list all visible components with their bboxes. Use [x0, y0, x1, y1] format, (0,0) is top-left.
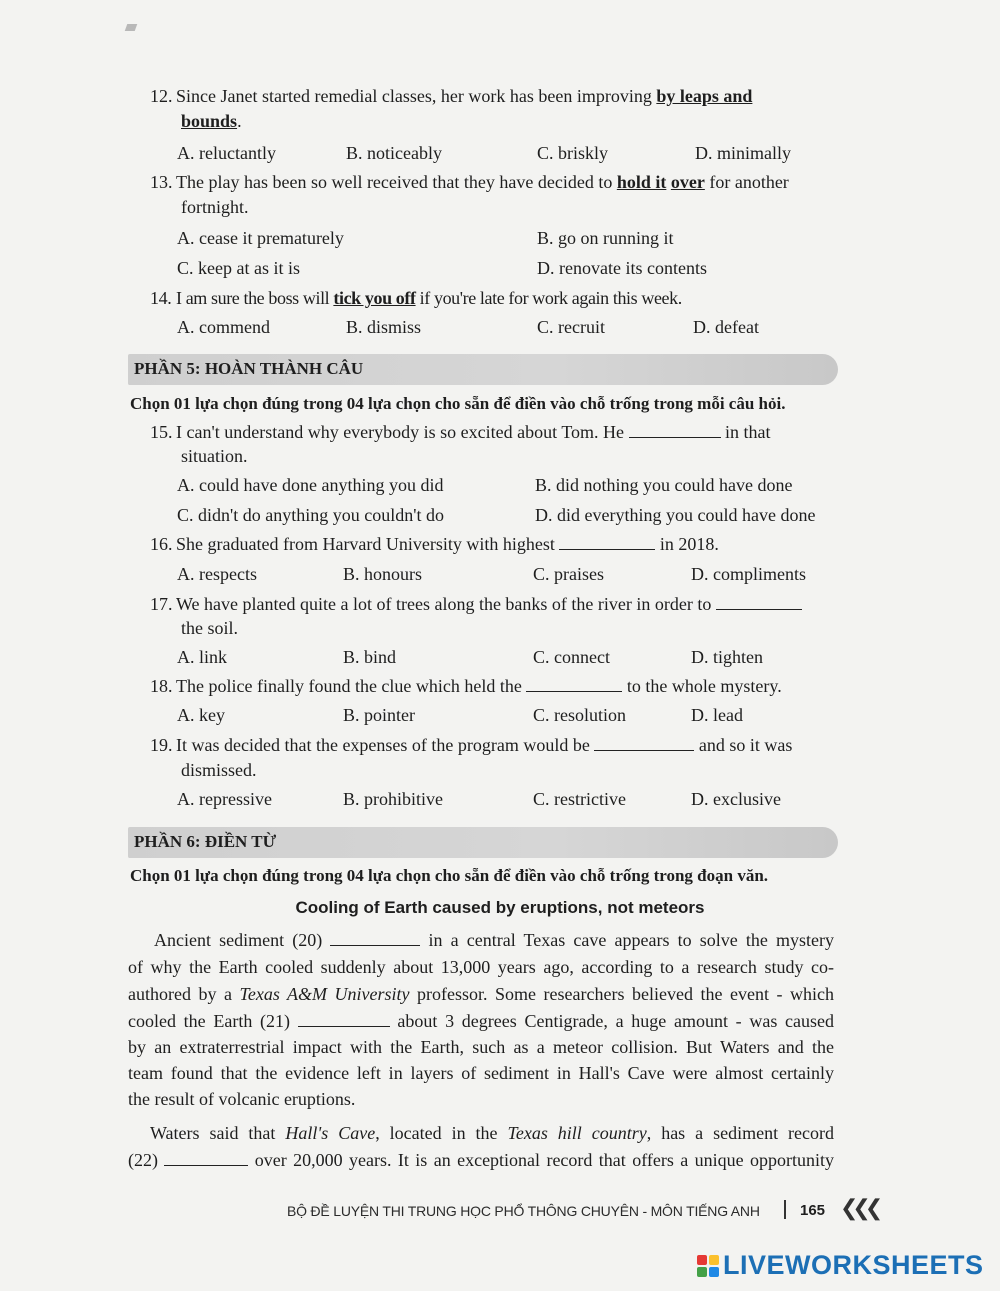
passage-line: of why the Earth cooled suddenly about 13,000 years ago, according to a research study co-: [128, 957, 834, 977]
option-19d[interactable]: D. exclusive: [691, 789, 781, 809]
option-14b[interactable]: B. dismiss: [346, 317, 422, 337]
question-12: [150, 84, 752, 109]
passage-text: Ancient sediment (20): [154, 930, 331, 950]
question-text: I can't understand why everybody is so excited about Tom. He: [176, 422, 629, 442]
option-14c[interactable]: C. recruit: [537, 317, 605, 337]
option-15c[interactable]: C. didn't do anything you couldn't do: [177, 505, 444, 525]
passage-line: [128, 927, 834, 953]
passage-text: , located in the: [375, 1123, 508, 1143]
passage-line: [128, 1147, 834, 1173]
passage-italic: Texas hill country: [507, 1123, 647, 1143]
punctuation: .: [237, 111, 242, 131]
option-18c[interactable]: C. resolution: [533, 705, 626, 725]
passage-line: by an extraterrestrial impact with the Earth, such as a meteor collision. But Waters and the: [128, 1037, 834, 1057]
footer-divider: [784, 1200, 786, 1219]
question-number: 15.: [150, 422, 173, 442]
question-number: 14.: [150, 288, 172, 308]
passage-text: authored by a: [128, 984, 240, 1004]
question-text: for another: [704, 172, 789, 192]
passage-text: about 3 degrees Centigrade, a huge amount - was caused: [389, 1011, 835, 1031]
passage-italic: Texas A&M University: [239, 984, 410, 1004]
question-text: if you're late for work again this week.: [415, 288, 682, 308]
option-12c[interactable]: C. briskly: [537, 143, 609, 163]
option-12d[interactable]: D. minimally: [695, 143, 791, 163]
option-13c[interactable]: C. keep at as it is: [177, 258, 300, 278]
underlined-phrase: hold it: [616, 172, 667, 192]
passage-text: over 20,000 years. It is an exceptional record that offers a unique opportunity: [248, 1150, 834, 1170]
option-14d[interactable]: D. defeat: [693, 317, 759, 337]
question-text: The play has been so well received that they have decided to: [176, 172, 617, 192]
question-15: [150, 420, 771, 445]
question-text: to the whole mystery.: [622, 676, 782, 696]
section-title: PHẦN 6: ĐIỀN TỪ: [134, 832, 277, 851]
question-text: Since Janet started remedial classes, her work has been improving: [176, 86, 657, 106]
answer-blank-20[interactable]: [330, 929, 420, 946]
question-18: [150, 674, 782, 699]
answer-blank[interactable]: [526, 675, 622, 692]
question-text: The police finally found the clue which held the: [176, 676, 527, 696]
question-17: [150, 592, 802, 617]
option-19c[interactable]: C. restrictive: [533, 789, 626, 809]
question-text: She graduated from Harvard University with highest: [176, 534, 560, 554]
option-19b[interactable]: B. prohibitive: [343, 789, 443, 809]
section-6-instruction: Chọn 01 lựa chọn đúng trong 04 lựa chọn cho sẵn để điền vào chỗ trống trong đoạn văn.: [130, 866, 769, 885]
question-text: in 2018.: [655, 534, 719, 554]
option-19a[interactable]: A. repressive: [177, 789, 272, 809]
passage-text: professor. Some researchers believed the event - which: [409, 984, 834, 1004]
passage-title: Cooling of Earth caused by eruptions, not meteors: [295, 898, 705, 917]
option-15b[interactable]: B. did nothing you could have done: [535, 475, 793, 495]
passage-line: [128, 1120, 834, 1146]
answer-blank-21[interactable]: [298, 1010, 390, 1027]
option-13d[interactable]: D. renovate its contents: [537, 258, 707, 278]
option-18d[interactable]: D. lead: [691, 705, 743, 725]
underlined-phrase: tick you off: [333, 288, 416, 308]
question-text: It was decided that the expenses of the program would be: [176, 735, 595, 755]
option-12a[interactable]: A. reluctantly: [177, 143, 276, 163]
section-5-header: [128, 354, 838, 385]
passage-text: , has a sediment record: [646, 1123, 834, 1143]
answer-blank[interactable]: [559, 533, 655, 550]
option-16c[interactable]: C. praises: [533, 564, 604, 584]
option-16d[interactable]: D. compliments: [691, 564, 806, 584]
answer-blank[interactable]: [716, 593, 802, 610]
passage-text: (22): [128, 1150, 165, 1170]
question-19: [150, 733, 792, 758]
question-14: [150, 286, 682, 311]
passage-line: [128, 981, 834, 1007]
question-number: 12.: [150, 86, 173, 106]
passage-line: the result of volcanic eruptions.: [128, 1089, 356, 1109]
option-17b[interactable]: B. bind: [343, 647, 397, 667]
question-text: and so it was: [694, 735, 793, 755]
passage-text: Waters said that: [150, 1123, 286, 1143]
option-17a[interactable]: A. link: [177, 647, 228, 667]
question-number: 17.: [150, 594, 173, 614]
question-13-cont: fortnight.: [181, 197, 249, 217]
question-number: 19.: [150, 735, 173, 755]
option-17d[interactable]: D. tighten: [691, 647, 763, 667]
book-title: BỘ ĐỀ LUYỆN THI TRUNG HỌC PHỔ THÔNG CHUYÊN - MÔN TIẾNG ANH: [287, 1203, 760, 1219]
logo-grid-icon: [697, 1255, 719, 1277]
question-number: 13.: [150, 172, 173, 192]
section-5-instruction: Chọn 01 lựa chọn đúng trong 04 lựa chọn cho sẵn để điền vào chỗ trống trong mỗi câu hỏi.: [130, 394, 786, 413]
question-13: [150, 170, 789, 195]
underlined-phrase: by leaps and: [656, 86, 753, 106]
question-text: We have planted quite a lot of trees along the banks of the river in order to: [176, 594, 716, 614]
liveworksheets-logo: [697, 1250, 984, 1281]
option-16b[interactable]: B. honours: [343, 564, 423, 584]
passage-line: [128, 1008, 834, 1034]
chevron-left-icon: ❮❮❮: [840, 1196, 878, 1221]
question-16: [150, 532, 719, 557]
question-12-cont: [181, 109, 242, 134]
section-6-header: [128, 827, 838, 858]
answer-blank-22[interactable]: [164, 1149, 248, 1166]
option-17c[interactable]: C. connect: [533, 647, 610, 667]
option-13b[interactable]: B. go on running it: [537, 228, 674, 248]
passage-line: team found that the evidence left in layers of sediment in Hall's Cave were almost certainly: [128, 1063, 834, 1083]
option-13a[interactable]: A. cease it prematurely: [177, 228, 344, 248]
option-18b[interactable]: B. pointer: [343, 705, 415, 725]
question-text: I am sure the boss will: [176, 288, 334, 308]
option-16a[interactable]: A. respects: [177, 564, 257, 584]
question-19-cont: dismissed.: [181, 760, 257, 780]
option-15a[interactable]: A. could have done anything you did: [177, 475, 444, 495]
scan-mark: [125, 24, 138, 31]
section-title: PHẦN 5: HOÀN THÀNH CÂU: [134, 359, 364, 378]
question-text: in that: [720, 422, 771, 442]
option-14a[interactable]: A. commend: [177, 317, 270, 337]
option-12b[interactable]: B. noticeably: [346, 143, 442, 163]
answer-blank[interactable]: [629, 421, 721, 438]
passage-text: cooled the Earth (21): [128, 1011, 298, 1031]
underlined-phrase: over: [670, 172, 705, 192]
question-17-cont: the soil.: [181, 618, 238, 638]
passage-italic: Hall's Cave: [285, 1123, 376, 1143]
brand-name: LIVEWORKSHEETS: [723, 1250, 984, 1280]
question-number: 16.: [150, 534, 173, 554]
option-15d[interactable]: D. did everything you could have done: [535, 505, 816, 525]
question-number: 18.: [150, 676, 173, 696]
page-number: 165: [800, 1202, 826, 1219]
underlined-phrase: bounds: [181, 111, 238, 131]
passage-text: in a central Texas cave appears to solve the mystery: [420, 930, 834, 950]
question-15-cont: situation.: [181, 446, 248, 466]
option-18a[interactable]: A. key: [177, 705, 225, 725]
answer-blank[interactable]: [594, 734, 694, 751]
